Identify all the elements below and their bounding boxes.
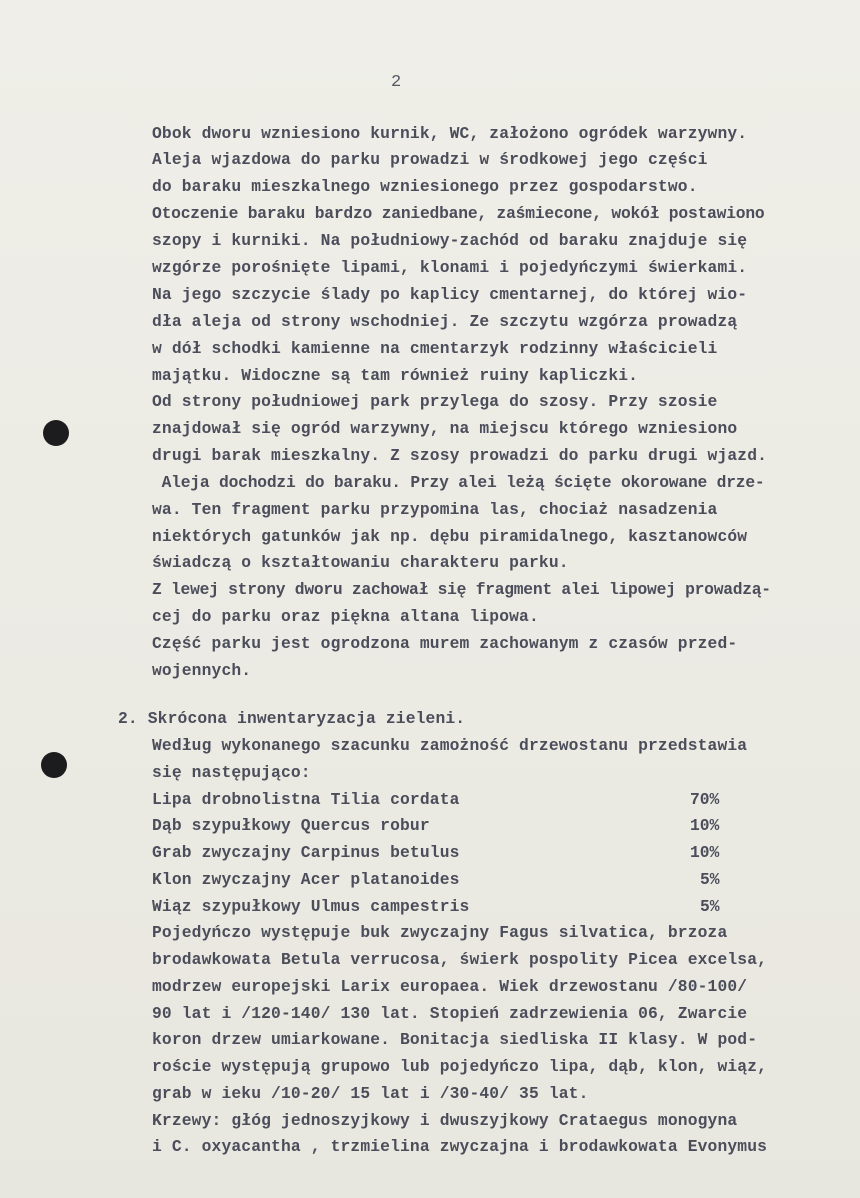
body-line: i C. oxyacantha , trzmielina zwyczajna i brodawkowata Evonymus — [152, 1137, 768, 1156]
body-line: Krzewy: głóg jednoszyjkowy i dwuszyjkowy Crataegus monogyna — [152, 1111, 738, 1130]
species-name: Grab zwyczajny Carpinus betulus — [152, 843, 460, 862]
species-name: Klon zwyczajny Acer platanoides — [152, 870, 460, 889]
section-lead-line: się następująco: — [152, 763, 311, 782]
species-percent: 70% — [690, 790, 720, 809]
body-line: znajdował się ogród warzywny, na miejscu którego wzniesiono — [152, 419, 738, 438]
body-line: dła aleja od strony wschodniej. Ze szczytu wzgórza prowadzą — [152, 312, 738, 331]
body-line: cej do parku oraz piękna altana lipowa. — [152, 607, 539, 626]
punch-hole-top — [43, 420, 69, 446]
species-name: Wiąz szypułkowy Ulmus campestris — [152, 897, 470, 916]
species-percent: 5% — [700, 870, 720, 889]
body-line: modrzew europejski Larix europaea. Wiek drzewostanu /80-100/ — [152, 977, 748, 996]
body-line: Obok dworu wzniesiono kurnik, WC, założono ogródek warzywny. — [152, 124, 748, 143]
body-line: wojennych. — [152, 661, 252, 680]
body-line: świadczą o kształtowaniu charakteru parku. — [152, 553, 569, 572]
body-line: w dół schodki kamienne na cmentarzyk rodzinny właścicieli — [152, 339, 718, 358]
body-line: Pojedyńczo występuje buk zwyczajny Fagus silvatica, brzoza — [152, 923, 728, 942]
body-line: Aleja dochodzi do baraku. Przy alei leżą ścięte okorowane drze- — [152, 473, 765, 492]
body-line: Część parku jest ogrodzona murem zachowanym z czasów przed- — [152, 634, 738, 653]
body-line: wzgórze porośnięte lipami, klonami i pojedyńczymi świerkami. — [152, 258, 748, 277]
body-line: wa. Ten fragment parku przypomina las, chociaż nasadzenia — [152, 500, 718, 519]
body-line: Aleja wjazdowa do parku prowadzi w środkowej jego części — [152, 150, 708, 169]
species-percent: 10% — [690, 843, 720, 862]
body-line: 90 lat i /120-140/ 130 lat. Stopień zadrzewienia 06, Zwarcie — [152, 1004, 748, 1023]
body-line: Na jego szczycie ślady po kaplicy cmentarnej, do której wio- — [152, 285, 748, 304]
body-line: Od strony południowej park przylega do szosy. Przy szosie — [152, 392, 718, 411]
body-line: brodawkowata Betula verrucosa, świerk pospolity Picea excelsa, — [152, 950, 768, 969]
body-line: roście występują grupowo lub pojedyńczo lipa, dąb, klon, wiąz, — [152, 1057, 768, 1076]
body-line: niektórych gatunków jak np. dębu piramidalnego, kasztanowców — [152, 527, 748, 546]
punch-hole-bottom — [41, 752, 67, 778]
section-heading: 2. Skrócona inwentaryzacja zieleni. — [118, 709, 466, 728]
species-name: Lipa drobnolistna Tilia cordata — [152, 790, 460, 809]
body-line: majątku. Widoczne są tam również ruiny kapliczki. — [152, 366, 639, 385]
body-line: Z lewej strony dworu zachował się fragment alei lipowej prowadzą- — [152, 580, 771, 599]
body-line: do baraku mieszkalnego wzniesionego przez gospodarstwo. — [152, 177, 698, 196]
species-percent: 5% — [700, 897, 720, 916]
section-lead-line: Według wykonanego szacunku zamożność drzewostanu przedstawia — [152, 736, 748, 755]
body-line: drugi barak mieszkalny. Z szosy prowadzi do parku drugi wjazd. — [152, 446, 768, 465]
page-number: 2 — [391, 73, 402, 92]
species-name: Dąb szypułkowy Quercus robur — [152, 816, 430, 835]
species-percent: 10% — [690, 816, 720, 835]
body-line: koron drzew umiarkowane. Bonitacja siedliska II klasy. W pod- — [152, 1030, 758, 1049]
body-line: grab w ieku /10-20/ 15 lat i /30-40/ 35 lat. — [152, 1084, 589, 1103]
body-line: Otoczenie baraku bardzo zaniedbane, zaśmiecone, wokół postawiono — [152, 204, 765, 223]
body-line: szopy i kurniki. Na południowy-zachód od baraku znajduje się — [152, 231, 748, 250]
